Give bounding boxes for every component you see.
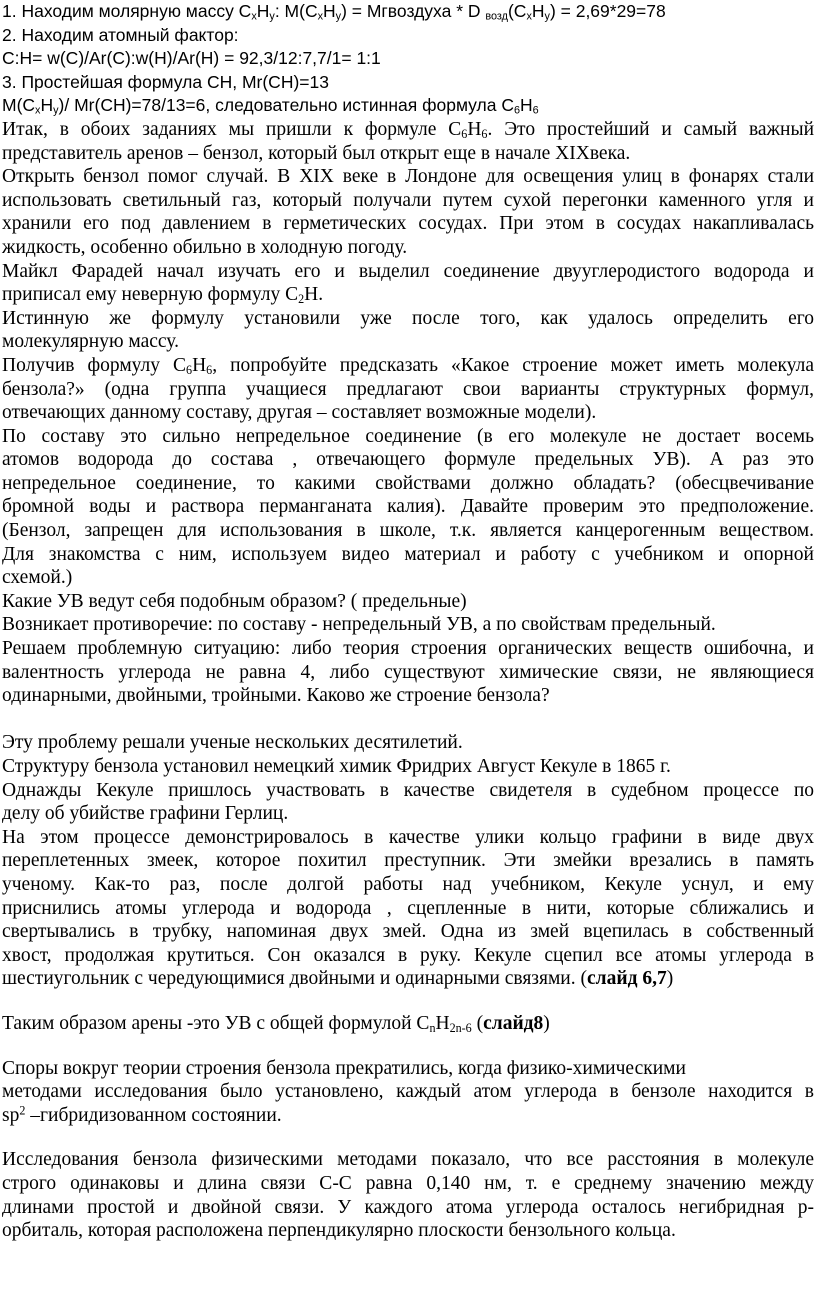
- text-line: жидкость, особенно обильно в холодную погоду.: [2, 236, 408, 258]
- blank-line: [2, 708, 814, 732]
- text-line: Споры вокруг теории строения бензола прекратились, когда физико-химическими: [2, 1057, 686, 1079]
- text-line: Майкл Фарадей начал изучать его и выделил соединение двууглеродистого водорода и: [2, 260, 814, 282]
- text-line: 2. Находим атомный фактор:: [2, 24, 239, 45]
- text-line: Таким образом арены -это УВ с общей формулой $C_nH_{2n-6}$ (слайд8): [2, 1012, 550, 1035]
- text-line: молекулярную массу.: [2, 331, 179, 353]
- text-line: отвечающих данному составу, другая – составляет возможные модели).: [2, 402, 597, 424]
- paragraph-faraday: [2, 260, 814, 307]
- text-line: бромной воды и раствора перманганата калия). Давайте проверим это предположение.: [2, 496, 814, 518]
- text-line: валентность углерода не равна 4, либо существуют химические связи, не являющиеся: [2, 661, 814, 683]
- text-line: Итак, в обоих заданиях мы пришли к формуле $C_6H_6$. Это простейший и самый важный: [2, 118, 815, 141]
- text-line: (Бензол, запрещен для использования в школе, т.к. является канцерогенным веществом.: [2, 520, 814, 542]
- paragraph-problem: [2, 637, 814, 708]
- paragraph-physical-methods: [2, 1148, 814, 1242]
- text-line: Исследования бензола физическими методами показало, что все расстояния в молекуле: [2, 1149, 814, 1171]
- document-page: [2, 0, 814, 1243]
- text-line: шестиугольник с чередующимися двойными и одинарными связями. (слайд 6,7): [2, 968, 674, 990]
- text-line: Для знакомства с ним, используем видео материал и работу с учебником и опорной: [2, 543, 814, 565]
- blank-line: [2, 1127, 814, 1148]
- text-line: 3. Простейшая формула CH, Mr(CH)=13: [2, 71, 329, 92]
- paragraph-prediction: [2, 354, 814, 425]
- paragraph-kekule: [2, 755, 814, 826]
- paragraph-discovery: [2, 165, 814, 259]
- paragraph-intro: [2, 118, 814, 165]
- text-line: C:H= w(C)/Ar(C):w(H)/Ar(H) = 92,3/12:7,7/1= 1:1: [2, 48, 381, 69]
- text-line: Возникает противоречие: по составу - непредельный УВ, а по свойствам предельный.: [2, 614, 716, 636]
- text-line: строго одинаковы и длина связи С-С равна 0,140 нм, т. е среднему значению между: [2, 1172, 814, 1194]
- text-line: Истинную же формулу установили уже после того, как удалось определить его: [2, 307, 814, 329]
- paragraph-unsaturated: [2, 425, 814, 590]
- paragraph-calculation: [2, 0, 814, 118]
- text-line: хвост, продолжая крутиться. Сон оказался в руку. Кекуле сцепил все атомы углерода в: [2, 944, 814, 966]
- text-line: представитель аренов – бензол, который был открыт еще в начале XIXвека.: [2, 142, 631, 164]
- text-line: По составу это сильно непредельное соединение (в его молекуле не достает восемь: [2, 425, 814, 447]
- text-line: $M(C_xH_y)/$ Mr(CH)=78/13=6, следовательно истинная формула $C_6H_6$: [2, 95, 539, 118]
- text-line: хранили его под давлением в герметических сосудах. При этом в сосудах накапливалась: [2, 213, 814, 235]
- paragraph-hybridization: [2, 1057, 814, 1128]
- text-line: переплетенных змеек, которое похитил преступник. Эти змейки врезались в память: [2, 850, 814, 872]
- text-line: свертывались в трубку, напоминая двух змей. Одна из змей вцепилась в собственный: [2, 921, 814, 943]
- paragraph-dream: [2, 826, 814, 991]
- text-line: бензола?» (одна группа учащиеся предлагают свои варианты структурных формул,: [2, 378, 814, 400]
- text-line: использовать светильный газ, который получали путем сухой перегонки каменного угля и: [2, 189, 814, 211]
- text-line: длинами простой и двойной связи. У каждого атома углерода осталось негибридная р-: [2, 1196, 814, 1218]
- text-line: приснились атомы углерода и водорода , сцепленные в нити, которые сближались и: [2, 897, 814, 919]
- text-line: 1. Находим молярную массу $C_xH_y$: $M(C_xH_y)$ = Mгвоздуха * D $_{возд}(C_xH_y) = 2,69*29=78$: [2, 1, 666, 23]
- text-line: методами исследования было установлено, каждый атом углерода в бензоле находится в: [2, 1081, 814, 1103]
- text-line: Получив формулу $C_6H_6$, попробуйте предсказать «Какое строение может иметь молекула: [2, 354, 815, 377]
- text-line: непредельное соединение, то какими свойствами должно обладать? (обесцвечивание: [2, 472, 814, 494]
- text-line: ученому. Как-то раз, после долгой работы над учебником, Кекуле уснул, и ему: [2, 873, 814, 895]
- blank-line: [2, 991, 814, 1012]
- text-line: Однажды Кекуле пришлось участвовать в качестве свидетеля в судебном процессе по: [2, 779, 814, 801]
- text-line: $sp^2$ –гибридизованном состоянии.: [2, 1103, 282, 1126]
- paragraph-true-formula: [2, 307, 814, 354]
- text-line: схемой.): [2, 567, 73, 589]
- text-line: орбиталь, которая расположена перпендикулярно плоскости бензольного кольца.: [2, 1220, 676, 1242]
- text-line: Структуру бензола установил немецкий химик Фридрих Август Кекуле в 1865 г.: [2, 756, 671, 777]
- text-line: приписал ему неверную формулу $C_2H$.: [2, 284, 324, 307]
- text-line: На этом процессе демонстрировалось в качестве улики кольцо графини в виде двух: [2, 826, 814, 848]
- text-line: Решаем проблемную ситуацию: либо теория строения органических веществ ошибочна, и: [2, 638, 814, 660]
- text-line: атомов водорода до состава , отвечающего формуле предельных УВ). А раз это: [2, 449, 814, 471]
- text-line: Эту проблему решали ученые нескольких десятилетий.: [2, 732, 463, 754]
- blank-line: [2, 1036, 814, 1057]
- text-line: одинарными, двойными, тройными. Каково же строение бензола?: [2, 685, 550, 707]
- text-line: Какие УВ ведут себя подобным образом? ( предельные): [2, 590, 467, 612]
- text-line: Открыть бензол помог случай. В XIX веке в Лондоне для освещения улиц в фонарях стали: [2, 166, 814, 188]
- text-line: делу об убийстве графини Герлиц.: [2, 803, 289, 825]
